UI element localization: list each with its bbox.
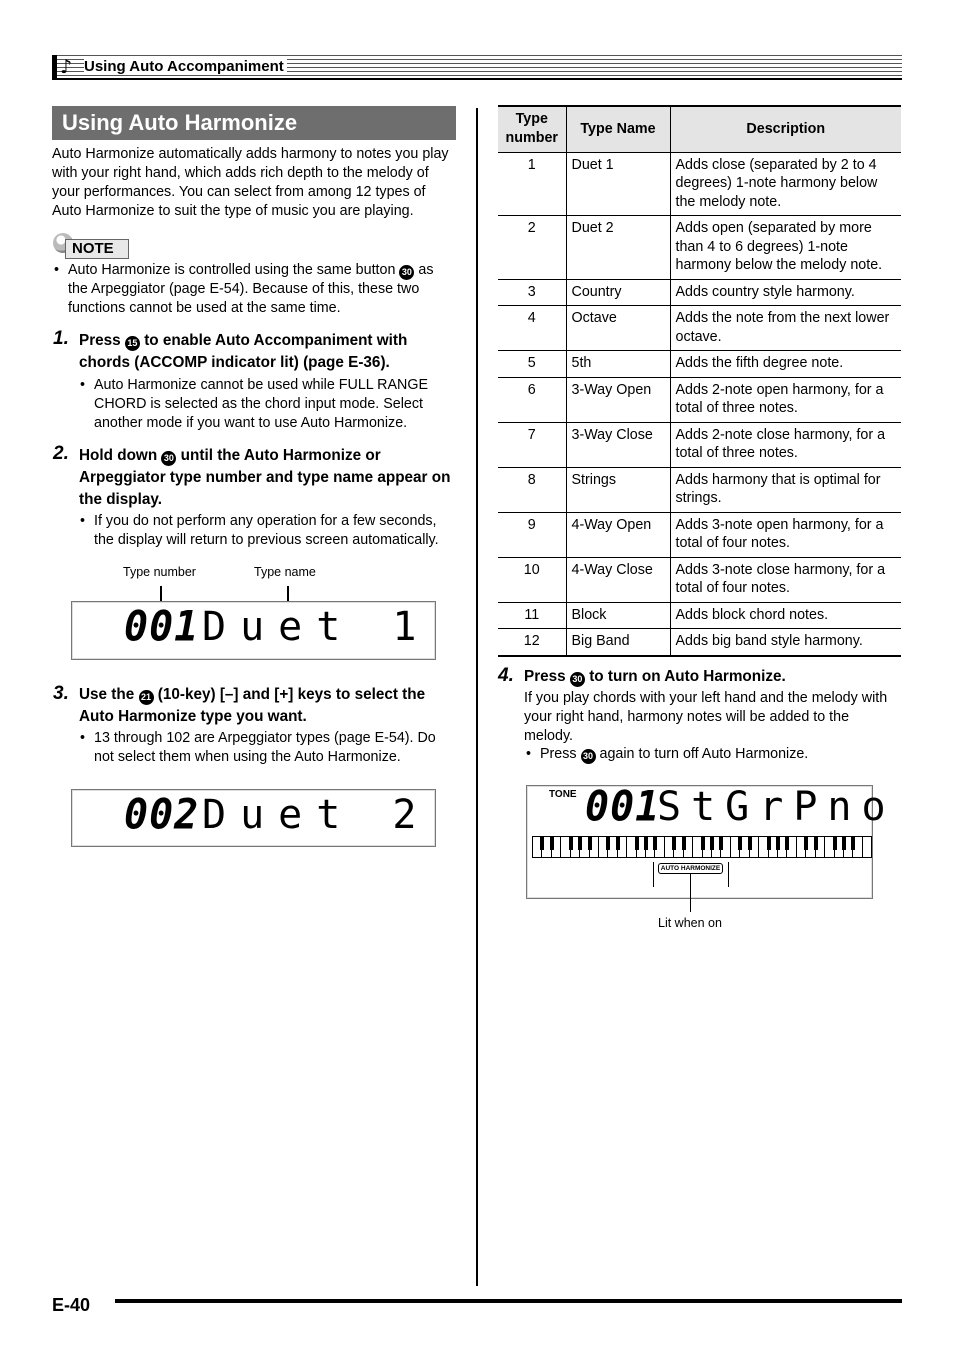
step-1-text: Press 15 to enable Auto Accompaniment with chords (ACCOMP indicator lit) (page E-36). [79,332,408,371]
piano-key [750,837,759,857]
piano-key [806,837,815,857]
step-2-text: Hold down 30 until the Auto Harmonize or Arpeggiator type number and type name appear on the display. [79,447,451,508]
piano-key [759,837,768,857]
button-30-icon: 30 [161,451,176,466]
col-header-name: Type Name [566,106,670,152]
step-2-bullet: • If you do not perform any operation for a few seconds, the display will return to previous screen automatically. [80,513,439,548]
piano-key [542,837,551,857]
lcd-type-number: 002 [124,790,200,840]
piano-key [769,837,778,857]
piano-key [703,837,712,857]
button-30-icon: 30 [399,265,414,280]
table-row: 10 4-Way Close Adds 3-note close harmony, for a total of four notes. [498,557,901,602]
col-header-number: Type number [498,106,566,152]
piano-key [787,837,796,857]
lcd-type-number: 001 [124,602,200,652]
type-number-label: Type number [123,565,196,579]
piano-key [674,837,683,857]
piano-key [665,837,674,857]
step-4-text: Press 30 to turn on Auto Harmonize. [524,668,786,685]
piano-key [797,837,806,857]
piano-key [655,837,664,857]
piano-key [637,837,646,857]
harmonize-types-table [498,105,901,657]
step-1-bullet: • Auto Harmonize cannot be used while FULL RANGE CHORD is selected as the chord input mode. Select another mode if you want to use Auto Harmonize. [80,377,429,431]
table-row: 8 Strings Adds harmony that is optimal for strings. [498,467,901,512]
table-row: 1 Duet 1 Adds close (separated by 2 to 4 degrees) 1-note harmony below the melody note. [498,152,901,216]
piano-key [618,837,627,857]
lcd-type-number: 001 [585,782,661,832]
indicator-caption: Lit when on [658,916,722,930]
table-row: 11 Block Adds block chord notes. [498,602,901,629]
running-header [52,55,902,79]
auto-harmonize-indicator: AUTO HARMONIZE [658,863,723,874]
header-marker [52,55,57,79]
lcd-type-name: Duet 2 [202,792,431,838]
button-30-icon: 30 [570,672,585,687]
header-title: Using Auto Accompaniment [84,58,287,75]
table-header-row [498,106,901,152]
footer-rule [115,1299,902,1303]
page-number: E-40 [52,1295,91,1315]
piano-key [646,837,655,857]
piano-key [561,837,570,857]
lcd-tone-name: StGrPno [657,784,896,830]
note-bullet: • Auto Harmonize is controlled using the same button 30 as the Arpeggiator (page E-54). Because of this, these two functions cannot be used at the same time. [54,262,434,316]
piano-key [825,837,834,857]
piano-key [552,837,561,857]
note-text-1: Auto Harmonize is controlled using the same button [68,262,396,278]
piano-key [740,837,749,857]
note-text-2: as the Arpeggiator (page E-54). Because of this, these two functions cannot be used at the same time. [68,262,434,316]
piano-key [590,837,599,857]
step-4-bullet: • Press 30 again to turn off Auto Harmonize. [526,746,809,762]
lcd-type-name: Duet 1 [202,604,431,650]
piano-key [608,837,617,857]
piano-key [684,837,693,857]
tone-label: TONE [549,789,577,800]
type-name-label: Type name [254,565,316,579]
piano-key [731,837,740,857]
table-row: 12 Big Band Adds big band style harmony. [498,629,901,656]
piano-key [693,837,702,857]
section-title: Using Auto Harmonize [52,106,456,140]
piano-key [533,837,542,857]
table-row: 5 5th Adds the fifth degree note. [498,351,901,378]
table-row: 6 3-Way Open Adds 2-note open harmony, for a total of three notes. [498,377,901,422]
piano-key [721,837,730,857]
intro-paragraph: Auto Harmonize automatically adds harmony to notes you play with your right hand, which adds rich depth to the melody of your performances. You can select from among 12 types of Auto Harmonize to suit the type of music you are playing. [52,146,449,219]
table-row: 2 Duet 2 Adds open (separated by more than 4 to 6 degrees) 1-note harmony below the melody note. [498,216,901,280]
table-row: 4 Octave Adds the note from the next lower octave. [498,306,901,351]
step-3-text: Use the 21 (10-key) [–] and [+] keys to select the Auto Harmonize type you want. [79,686,426,725]
table-row: 7 3-Way Close Adds 2-note close harmony, for a total of three notes. [498,422,901,467]
piano-key [627,837,636,857]
piano-key [580,837,589,857]
piano-key [778,837,787,857]
keyboard-graphic [532,836,872,858]
piano-key [853,837,862,857]
button-30-icon: 30 [581,749,596,764]
step-1-number: 1. [53,328,69,349]
step-4-number: 4. [498,665,514,686]
col-header-description: Description [670,106,901,152]
column-divider [476,108,478,1286]
lcd-display-1 [71,601,436,660]
piano-key [863,837,871,857]
table-row: 3 Country Adds country style harmony. [498,279,901,306]
piano-key [599,837,608,857]
button-15-icon: 15 [125,336,140,351]
lcd-display-2 [71,789,436,847]
piano-key [844,837,853,857]
piano-key [816,837,825,857]
piano-key [571,837,580,857]
step-3-number: 3. [53,683,69,704]
step-2-number: 2. [53,443,69,464]
piano-key [712,837,721,857]
step-4-body: If you play chords with your left hand and the melody with your right hand, harmony notes will be added to the melody. [524,690,888,744]
note-label: NOTE [65,239,129,259]
piano-key [835,837,844,857]
music-note-icon: ♪ [60,56,73,78]
button-21-icon: 21 [139,690,154,705]
step-3-bullet: • 13 through 102 are Arpeggiator types (page E-54). Do not select them when using the Auto Harmonize. [80,730,436,765]
table-row: 9 4-Way Open Adds 3-note open harmony, for a total of four notes. [498,512,901,557]
